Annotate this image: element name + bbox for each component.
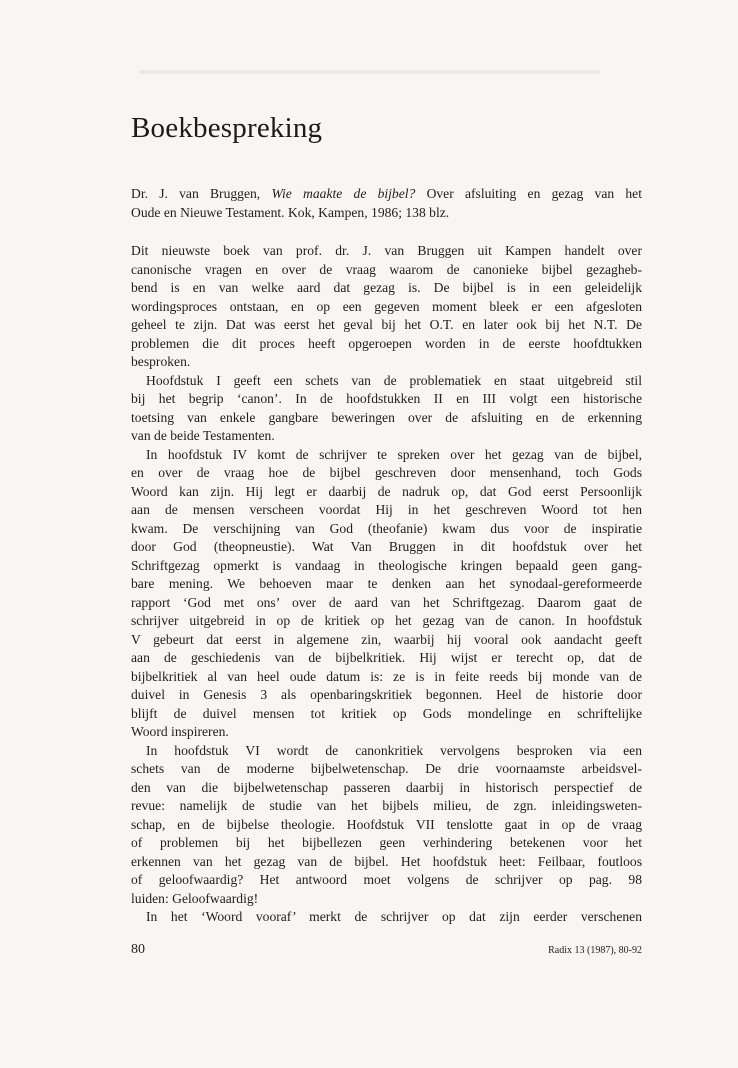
body-line: Woord kan zijn. Hij legt er daarbij de nadruk op, dat God eerst Persoonlijk: [131, 483, 642, 499]
review-body: [131, 242, 642, 927]
body-line: aan de mensen verscheen voordat Hij in het geschreven Woord tot hen: [131, 502, 642, 517]
body-line: aan de geschiedenis van de bijbelkritiek. Hij wijst er terecht op, dat de: [131, 650, 642, 665]
body-line: den van die bijbelwetenschap passeren daarbij in historisch perspectief de: [131, 779, 642, 795]
body-line: schrijver uitgebreid in op de kritiek op het gezag van de canon. In hoofdstuk: [131, 613, 642, 628]
body-line: duivel in Genesis 3 als openbaringskritiek begonnen. Heel de historie door: [131, 687, 642, 702]
page-number: 80: [131, 942, 145, 957]
body-line: kwam. De verschijning van God (theofanie) kwam dus voor de inspiratie: [131, 520, 642, 536]
body-line: In hoofdstuk VI wordt de canonkritiek vervolgens besproken via een: [146, 742, 642, 758]
body-line: Hoofdstuk I geeft een schets van de problematiek en staat uitgebreid stil: [146, 372, 642, 388]
body-line: bend is en van welke aard dat gezag is. De bijbel is in een geleidelijk: [131, 280, 642, 295]
page-title: Boekbespreking: [131, 112, 323, 144]
citation-book-title: Wie maakte de bijbel?: [271, 186, 416, 201]
citation-line-2: Oude en Nieuwe Testament. Kok, Kampen, 1986; 138 blz.: [131, 204, 450, 220]
body-line: bij het begrip ‘canon’. In de hoofdstukken II en III volgt een historische: [131, 391, 642, 406]
body-line: In hoofdstuk IV komt de schrijver te spreken over het gezag van de bijbel,: [146, 446, 642, 462]
body-line: of problemen bij het bijbellezen geen verhindering betekenen voor het: [131, 835, 642, 850]
body-line: In het ‘Woord vooraf’ merkt de schrijver op dat zijn eerder verschenen: [146, 909, 642, 924]
body-line: of geloofwaardig? Het antwoord moet volgens de schrijver op pag. 98: [131, 872, 642, 887]
body-line: blijft de duivel mensen tot kritiek op Gods mondelinge en schriftelijke: [131, 705, 642, 721]
page-footer: [131, 942, 642, 962]
body-line: revue: namelijk de studie van het bijbels milieu, de zgn. inleidingsweten-: [131, 798, 642, 813]
body-line: canonische vragen en over de vraag waarom de canonieke bijbel gezagheb-: [131, 261, 642, 277]
citation-subtitle: Over afsluiting en gezag van het: [415, 186, 642, 201]
body-line: schap, en de bijbelse theologie. Hoofdstuk VII tenslotte gaat in op de vraag: [131, 816, 642, 832]
bleed-through-mark: [140, 70, 600, 74]
body-line: bare mening. We behoeven maar te denken aan het synodaal-gereformeerde: [131, 576, 642, 591]
citation-author: Dr. J. van Bruggen,: [131, 186, 272, 201]
body-line: erkennen van het gezag van de bijbel. Het hoofdstuk heet: Feilbaar, foutloos: [131, 853, 642, 869]
body-line: toetsing van enkele gangbare beweringen over de afsluiting en de erkenning: [131, 409, 642, 425]
body-line: problemen die dit proces heeft opgeroepen worden in de eerste hoofdtukken: [131, 335, 642, 351]
citation-line-1: [131, 185, 642, 204]
journal-reference: Radix 13 (1987), 80-92: [548, 945, 642, 956]
body-line: schets van de moderne bijbelwetenschap. De drie voornaamste arbeidsvel-: [131, 761, 642, 776]
body-line: en over de vraag hoe de bijbel geschreven door mensenhand, toch Gods: [131, 465, 642, 480]
body-line: door God (theopneustie). Wat Van Bruggen in dit hoofdstuk over het: [131, 539, 642, 554]
body-line: Schriftgezag opmerkt is vandaag in theologische kringen bepaald geen gang-: [131, 557, 642, 573]
body-line: rapport ‘God met ons’ over de aard van het Schriftgezag. Daarom gaat de: [131, 594, 642, 610]
body-line: V gebeurt dat eerst in algemene zin, waarbij hij vooral ook aandacht geeft: [131, 631, 642, 647]
body-line: bijbelkritiek al van heel oude datum is: ze is in feite reeds bij monde van de: [131, 668, 642, 684]
book-citation: [131, 185, 642, 222]
body-line: geheel te zijn. Dat was eerst het geval bij het O.T. en later ook bij het N.T. De: [131, 317, 642, 332]
body-line: wordingsproces ontstaan, en op een gegeven moment bleek er een afgesloten: [131, 298, 642, 314]
body-line: besproken.: [131, 354, 191, 369]
body-line: Dit nieuwste boek van prof. dr. J. van Bruggen uit Kampen handelt over: [131, 243, 642, 258]
body-line: luiden: Geloofwaardig!: [131, 890, 259, 906]
body-line: van de beide Testamenten.: [131, 428, 275, 443]
body-line: Woord inspireren.: [131, 724, 229, 739]
